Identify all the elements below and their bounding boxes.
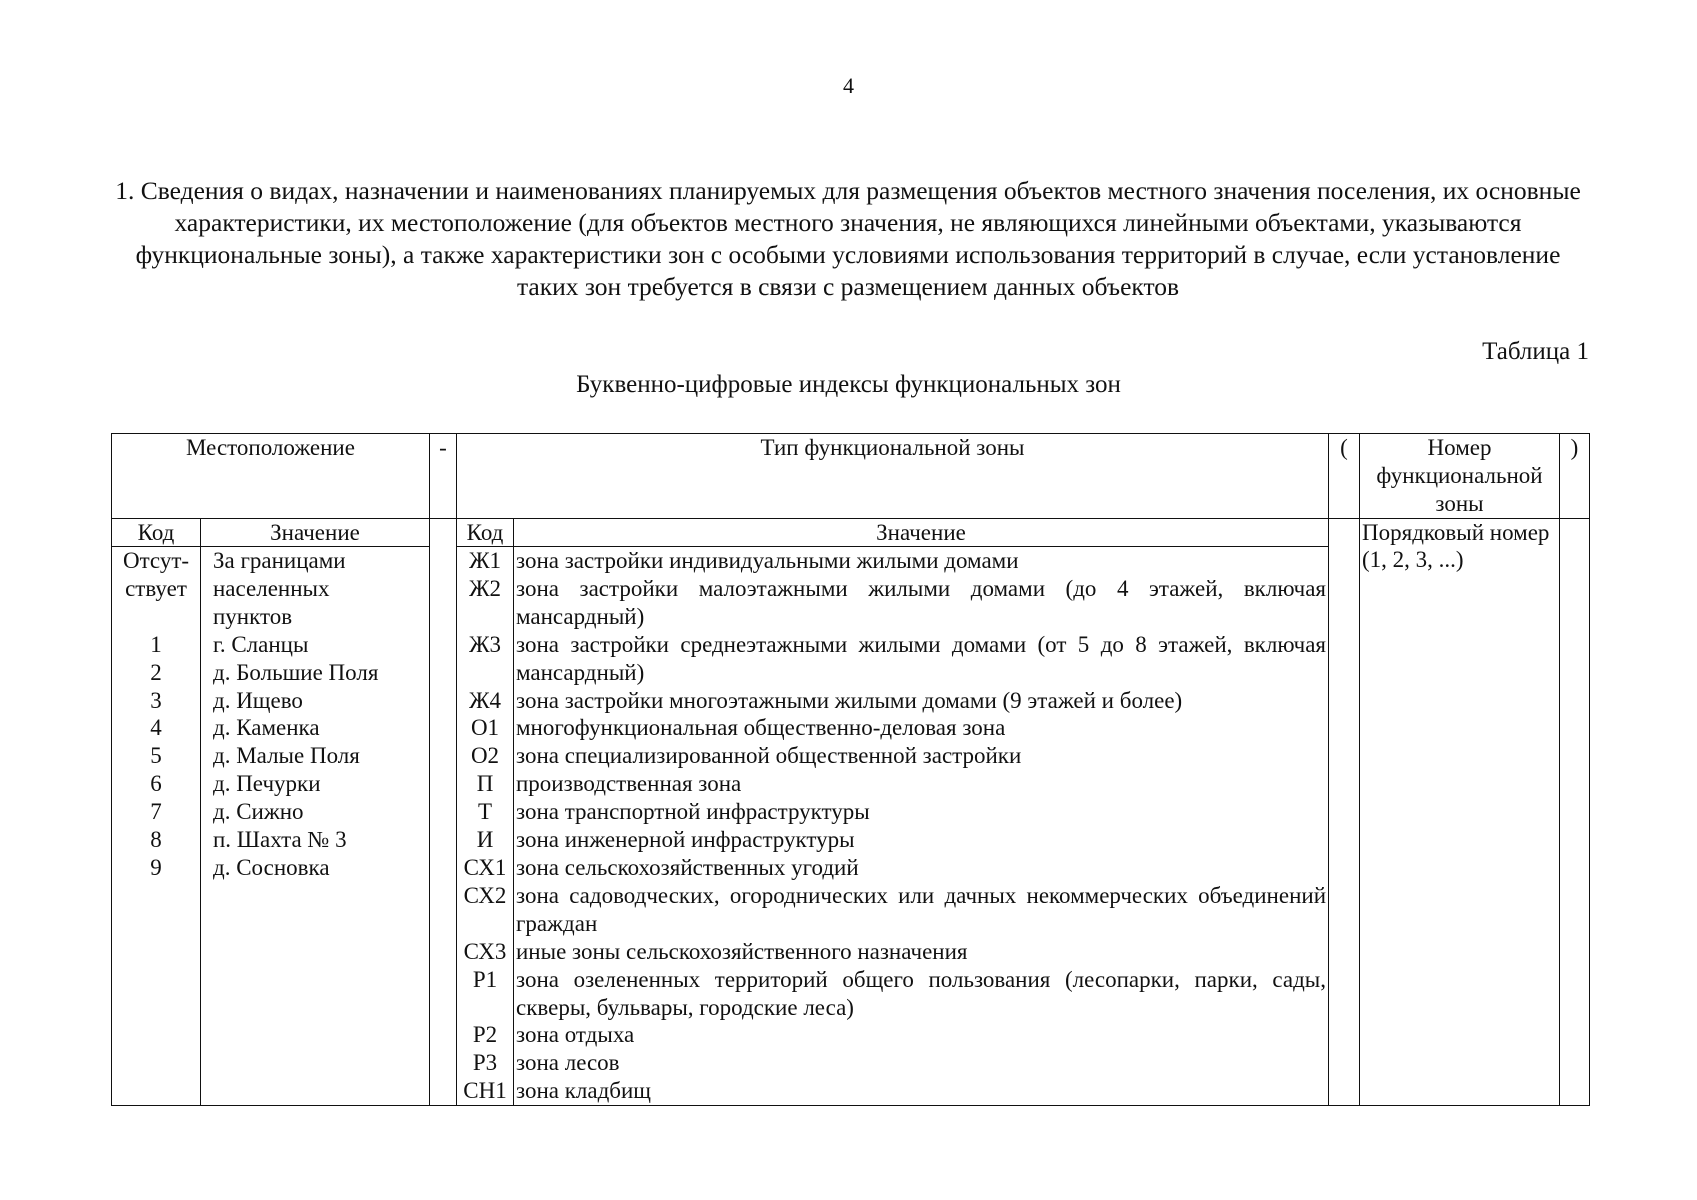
zone-code: Т [477, 799, 493, 825]
location-code: 9 [150, 854, 162, 880]
location-value: д. Сижно [213, 799, 304, 825]
location-code: Отсут-ствует [122, 548, 190, 601]
zone-code: СХ1 [463, 854, 507, 880]
table-subheader-row [112, 519, 1590, 547]
zone-code: Ж2 [468, 575, 502, 601]
zone-value: зона кладбищ [516, 1078, 652, 1104]
zone-value: иные зоны сельскохозяйственного назначения [516, 938, 968, 964]
zone-value: многофункциональная общественно-деловая зона [516, 715, 1006, 741]
location-value: д. Печурки [213, 771, 321, 797]
subheader-location-value: Значение [201, 519, 430, 547]
zone-code: Ж3 [468, 631, 502, 657]
location-value: д. Каменка [213, 715, 320, 741]
zone-value: зона озелененных территорий общего пользования (лесопарки, парки, сады, скверы, бульвары, городские леса) [516, 966, 1326, 1020]
zone-code: Р3 [472, 1050, 498, 1076]
location-value: д. Сосновка [213, 854, 330, 880]
zone-code: Ж1 [468, 548, 502, 573]
zone-value: зона застройки малоэтажными жилыми домами (до 4 этажей, включая мансардный) [516, 575, 1326, 629]
location-code: 7 [150, 799, 162, 825]
zone-number-description: Порядковый номер (1, 2, 3, ...) [1360, 519, 1560, 1106]
zone-code: Р1 [472, 966, 498, 992]
location-value: д. Малые Поля [213, 743, 360, 769]
location-code: 8 [150, 827, 162, 853]
page-number: 4 [843, 73, 854, 98]
zone-code: СХ3 [463, 938, 507, 964]
zone-code: О2 [470, 743, 500, 769]
location-value: п. Шахта № 3 [213, 827, 347, 853]
table-header-row [112, 434, 1590, 519]
zone-value: зона сельскохозяйственных угодий [516, 854, 859, 880]
header-close-paren: ) [1560, 434, 1590, 519]
dash-column-body [430, 519, 457, 1106]
zone-value: зона застройки среднеэтажными жилыми домами (от 5 до 8 этажей, включая мансардный) [516, 631, 1326, 685]
header-open-paren: ( [1329, 434, 1360, 519]
zone-value: зона специализированной общественной застройки [516, 743, 1022, 769]
location-code-list [112, 547, 201, 1106]
zone-code: П [476, 771, 494, 797]
zone-value: зона инженерной инфраструктуры [516, 827, 855, 853]
location-value: За границами населенных пунктов [213, 548, 346, 629]
location-value: г. Сланцы [213, 631, 309, 657]
zone-code: СН1 [463, 1078, 507, 1104]
table-caption: Буквенно-цифровые индексы функциональных зон [576, 371, 1121, 398]
zone-value: зона садоводческих, огороднических или дачных некоммерческих объединений граждан [516, 882, 1326, 936]
zone-code: О1 [470, 715, 500, 741]
location-value: д. Ищево [213, 687, 303, 713]
location-code: 4 [150, 715, 162, 741]
location-code: 3 [150, 687, 162, 713]
zone-code: Р2 [472, 1022, 498, 1048]
zone-code-list [457, 547, 514, 1106]
zone-value: зона застройки многоэтажными жилыми домами (9 этажей и более) [516, 687, 1183, 713]
header-dash: - [430, 434, 457, 519]
location-value-list [201, 547, 430, 1106]
location-code: 1 [150, 631, 162, 657]
section-heading: 1. Сведения о видах, назначении и наименованиях планируемых для размещения объектов местного значения поселения, их основные характеристики, их местоположение (для объектов местного значения, не являющихся линейными объектами, указываются функциональные зоны), а также характеристики зон с особыми условиями использования территорий в случае, если установление таких зон требуется в связи с размещением данных объектов [115, 176, 1581, 301]
zone-value: зона застройки индивидуальными жилыми домами [516, 548, 1019, 573]
location-code: 5 [150, 743, 162, 769]
header-location: Местоположение [112, 434, 430, 519]
functional-zones-table [111, 433, 1590, 1106]
location-code: 2 [150, 659, 162, 685]
table-label: Таблица 1 [1482, 338, 1589, 365]
location-code: 6 [150, 771, 162, 797]
open-paren-column-body [1329, 519, 1360, 1106]
zone-value: зона лесов [516, 1050, 620, 1076]
zone-code: И [476, 827, 494, 853]
header-zone-type: Тип функциональной зоны [457, 434, 1329, 519]
zone-code: Ж4 [468, 687, 502, 713]
close-paren-column-body [1560, 519, 1590, 1106]
zone-value: зона отдыха [516, 1022, 635, 1048]
subheader-location-code: Код [112, 519, 201, 547]
zone-value: производственная зона [516, 771, 742, 797]
zone-value: зона транспортной инфраструктуры [516, 799, 870, 825]
zone-value-list [514, 547, 1329, 1106]
subheader-zone-code: Код [457, 519, 514, 547]
header-zone-number: Номер функциональной зоны [1360, 434, 1560, 519]
subheader-zone-value: Значение [514, 519, 1329, 547]
zone-code: СХ2 [463, 882, 507, 908]
location-value: д. Большие Поля [213, 659, 379, 685]
